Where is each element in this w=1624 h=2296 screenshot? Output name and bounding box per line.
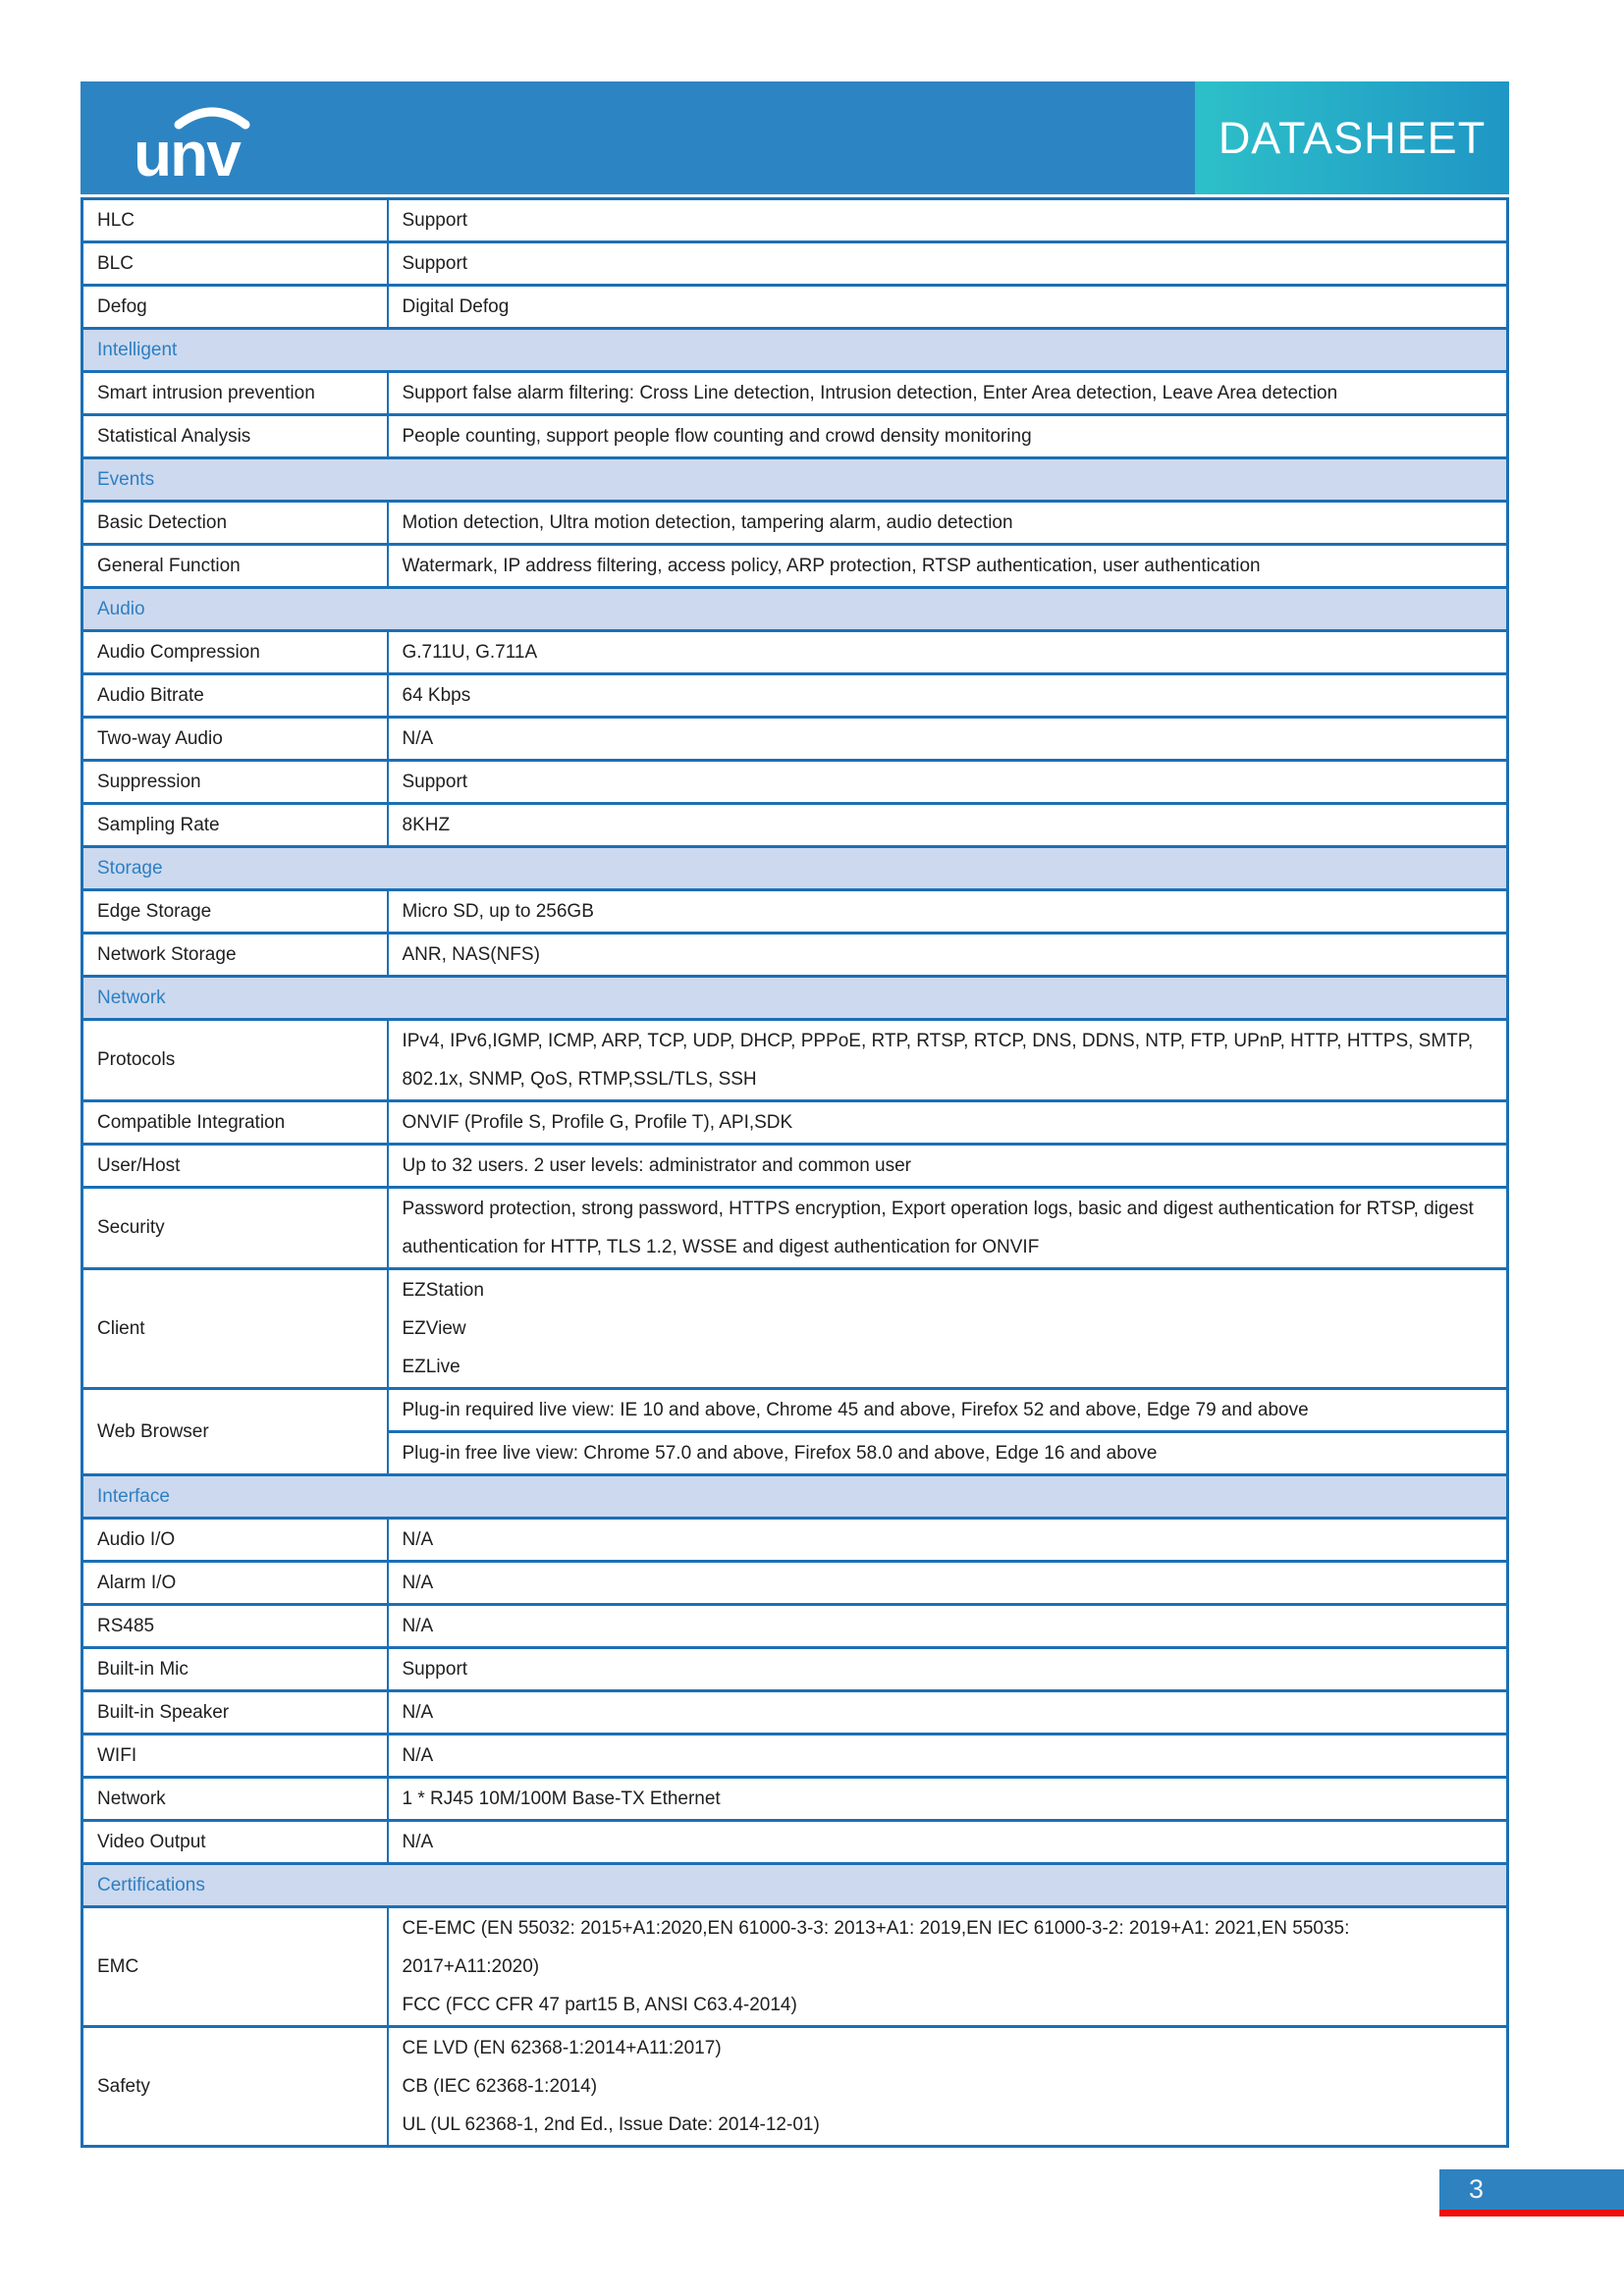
spec-row (82, 372, 1508, 415)
datasheet-title: DATASHEET (1218, 112, 1487, 163)
spec-label-cell: General Function (82, 545, 388, 588)
spec-row (82, 1648, 1508, 1691)
spec-row (82, 1020, 1508, 1101)
spec-row (82, 1605, 1508, 1648)
spec-row (82, 199, 1508, 242)
spec-row (82, 1269, 1508, 1389)
spec-value-text: Motion detection, Ultra motion detection, tampering alarm, audio detection (402, 512, 1013, 533)
spec-value-text: N/A (402, 1573, 434, 1593)
spec-value-text: Support (402, 210, 468, 231)
spec-value-text: Up to 32 users. 2 user levels: administrator and common user (402, 1155, 912, 1176)
spec-label-cell: Audio Compression (82, 631, 388, 674)
page-number: 3 (1469, 2174, 1485, 2204)
section-header: Certifications (82, 1864, 1508, 1907)
spec-value-text: CE-EMC (EN 55032: 2015+A1:2020,EN 61000-3-3: 2013+A1: 2019,EN IEC 61000-3-2: 2019+A1: 2021,EN 55035: 2017+A11:2020) (402, 1918, 1350, 1977)
header-band (81, 81, 1509, 194)
spec-value-cell (388, 286, 1508, 329)
spec-value-cell (388, 1020, 1508, 1101)
spec-value-text: Plug-in required live view: IE 10 and above, Chrome 45 and above, Firefox 52 and above, Edge 79 and above (402, 1400, 1309, 1420)
spec-row (82, 890, 1508, 934)
spec-value-cell (388, 1389, 1508, 1432)
spec-row (82, 2027, 1508, 2147)
spec-value-cell (388, 199, 1508, 242)
spec-value-cell (388, 1907, 1508, 2027)
spec-row (82, 1907, 1508, 2027)
svg-text:unv: unv (134, 119, 240, 184)
spec-value-text: EZView (402, 1318, 466, 1339)
spec-row (82, 1389, 1508, 1432)
section-header: Storage (82, 847, 1508, 890)
spec-value-text: 1 * RJ45 10M/100M Base-TX Ethernet (402, 1789, 721, 1809)
spec-row (82, 1562, 1508, 1605)
spec-label-cell: Sampling Rate (82, 804, 388, 847)
spec-label-cell: RS485 (82, 1605, 388, 1648)
spec-value-cell (388, 2027, 1508, 2147)
spec-row (82, 804, 1508, 847)
spec-label-cell: Compatible Integration (82, 1101, 388, 1145)
section-row (82, 458, 1508, 502)
spec-value-text: EZStation (402, 1280, 484, 1301)
spec-label-cell: Network Storage (82, 934, 388, 977)
spec-row (82, 1188, 1508, 1269)
spec-value-cell (388, 1821, 1508, 1864)
spec-row (82, 1735, 1508, 1778)
spec-label-cell: Client (82, 1269, 388, 1389)
spec-row (82, 242, 1508, 286)
spec-row (82, 545, 1508, 588)
spec-value-text: People counting, support people flow counting and crowd density monitoring (402, 426, 1032, 447)
spec-value-text: Micro SD, up to 256GB (402, 901, 594, 922)
spec-label-cell: Web Browser (82, 1389, 388, 1475)
spec-value-cell (388, 761, 1508, 804)
spec-value-cell (388, 415, 1508, 458)
spec-table (81, 197, 1509, 2148)
spec-value-cell (388, 804, 1508, 847)
spec-label-cell: Suppression (82, 761, 388, 804)
spec-row (82, 674, 1508, 718)
page-number-footer (1439, 2169, 1624, 2216)
spec-label-cell: Protocols (82, 1020, 388, 1101)
spec-value-text: Digital Defog (402, 296, 510, 317)
spec-value-text: 8KHZ (402, 815, 451, 835)
section-row (82, 1475, 1508, 1519)
spec-label-cell: Statistical Analysis (82, 415, 388, 458)
unv-logo (132, 97, 298, 184)
section-row (82, 1864, 1508, 1907)
section-header: Events (82, 458, 1508, 502)
spec-value-cell (388, 1101, 1508, 1145)
spec-value-cell (388, 934, 1508, 977)
section-row (82, 588, 1508, 631)
spec-value-cell (388, 1145, 1508, 1188)
spec-label-cell: Two-way Audio (82, 718, 388, 761)
spec-value-cell (388, 718, 1508, 761)
spec-value-text: Support (402, 253, 468, 274)
spec-value-cell (388, 1562, 1508, 1605)
spec-label-cell: Built-in Speaker (82, 1691, 388, 1735)
spec-row (82, 1778, 1508, 1821)
spec-value-text: N/A (402, 728, 434, 749)
spec-label-cell: BLC (82, 242, 388, 286)
spec-value-text: Password protection, strong password, HTTPS encryption, Export operation logs, basic and digest authentication for RTSP, digest authentication for HTTP, TLS 1.2, WSSE and digest authentication for ONVIF (402, 1199, 1474, 1257)
spec-value-cell (388, 1691, 1508, 1735)
spec-value-cell (388, 631, 1508, 674)
spec-row (82, 1519, 1508, 1562)
spec-value-cell (388, 1432, 1508, 1475)
spec-value-cell (388, 1188, 1508, 1269)
spec-value-cell (388, 1605, 1508, 1648)
page-number-box (1439, 2169, 1624, 2210)
spec-row (82, 415, 1508, 458)
section-header: Intelligent (82, 329, 1508, 372)
spec-value-cell (388, 674, 1508, 718)
spec-value-cell (388, 1269, 1508, 1389)
spec-label-cell: Defog (82, 286, 388, 329)
spec-value-cell (388, 1519, 1508, 1562)
spec-value-text: FCC (FCC CFR 47 part15 B, ANSI C63.4-2014) (402, 1995, 797, 2015)
footer-red-bar (1439, 2210, 1624, 2216)
spec-label-cell: HLC (82, 199, 388, 242)
spec-value-text: N/A (402, 1745, 434, 1766)
spec-row (82, 718, 1508, 761)
spec-label-cell: Network (82, 1778, 388, 1821)
spec-label-cell: Safety (82, 2027, 388, 2147)
section-row (82, 847, 1508, 890)
spec-label-cell: Smart intrusion prevention (82, 372, 388, 415)
spec-row (82, 761, 1508, 804)
spec-value-cell (388, 372, 1508, 415)
spec-table-wrap (81, 197, 1509, 2148)
spec-value-text: N/A (402, 1832, 434, 1852)
spec-value-text: Support false alarm filtering: Cross Line detection, Intrusion detection, Enter Area detection, Leave Area detection (402, 383, 1338, 403)
section-row (82, 329, 1508, 372)
spec-label-cell: EMC (82, 1907, 388, 2027)
spec-label-cell: Basic Detection (82, 502, 388, 545)
spec-row (82, 631, 1508, 674)
datasheet-banner (1195, 81, 1509, 194)
spec-value-text: Support (402, 772, 468, 792)
spec-label-cell: Edge Storage (82, 890, 388, 934)
spec-value-cell (388, 1735, 1508, 1778)
section-header: Interface (82, 1475, 1508, 1519)
spec-label-cell: Video Output (82, 1821, 388, 1864)
spec-value-text: Support (402, 1659, 468, 1680)
spec-value-text: CB (IEC 62368-1:2014) (402, 2076, 598, 2097)
spec-value-text: Watermark, IP address filtering, access policy, ARP protection, RTSP authentication, user authentication (402, 556, 1261, 576)
spec-label-cell: Alarm I/O (82, 1562, 388, 1605)
spec-label-cell: Security (82, 1188, 388, 1269)
spec-row (82, 1101, 1508, 1145)
spec-value-cell (388, 545, 1508, 588)
spec-value-text: Plug-in free live view: Chrome 57.0 and above, Firefox 58.0 and above, Edge 16 and above (402, 1443, 1158, 1464)
spec-value-text: G.711U, G.711A (402, 642, 538, 663)
section-header: Network (82, 977, 1508, 1020)
spec-row (82, 1145, 1508, 1188)
spec-value-text: 64 Kbps (402, 685, 471, 706)
spec-value-cell (388, 242, 1508, 286)
spec-value-cell (388, 1778, 1508, 1821)
spec-label-cell: WIFI (82, 1735, 388, 1778)
spec-value-text: N/A (402, 1702, 434, 1723)
spec-label-cell: Audio I/O (82, 1519, 388, 1562)
section-header: Audio (82, 588, 1508, 631)
spec-label-cell: User/Host (82, 1145, 388, 1188)
spec-value-text: N/A (402, 1529, 434, 1550)
spec-row (82, 502, 1508, 545)
spec-value-text: UL (UL 62368-1, 2nd Ed., Issue Date: 2014-12-01) (402, 2114, 820, 2135)
unv-logo-icon (132, 97, 298, 184)
spec-label-cell: Built-in Mic (82, 1648, 388, 1691)
spec-value-cell (388, 890, 1508, 934)
spec-value-text: EZLive (402, 1357, 460, 1377)
spec-value-text: IPv4, IPv6,IGMP, ICMP, ARP, TCP, UDP, DHCP, PPPoE, RTP, RTSP, RTCP, DNS, DDNS, NTP, FTP, UPnP, HTTP, HTTPS, SMTP, 802.1x, SNMP, QoS, RTMP,SSL/TLS, SSH (402, 1031, 1474, 1090)
spec-value-text: N/A (402, 1616, 434, 1636)
spec-value-text: ONVIF (Profile S, Profile G, Profile T), API,SDK (402, 1112, 793, 1133)
spec-row (82, 286, 1508, 329)
spec-row (82, 934, 1508, 977)
spec-row (82, 1821, 1508, 1864)
spec-value-cell (388, 1648, 1508, 1691)
spec-label-cell: Audio Bitrate (82, 674, 388, 718)
spec-value-cell (388, 502, 1508, 545)
spec-value-text: CE LVD (EN 62368-1:2014+A11:2017) (402, 2038, 722, 2058)
spec-value-text: ANR, NAS(NFS) (402, 944, 540, 965)
section-row (82, 977, 1508, 1020)
spec-row (82, 1691, 1508, 1735)
